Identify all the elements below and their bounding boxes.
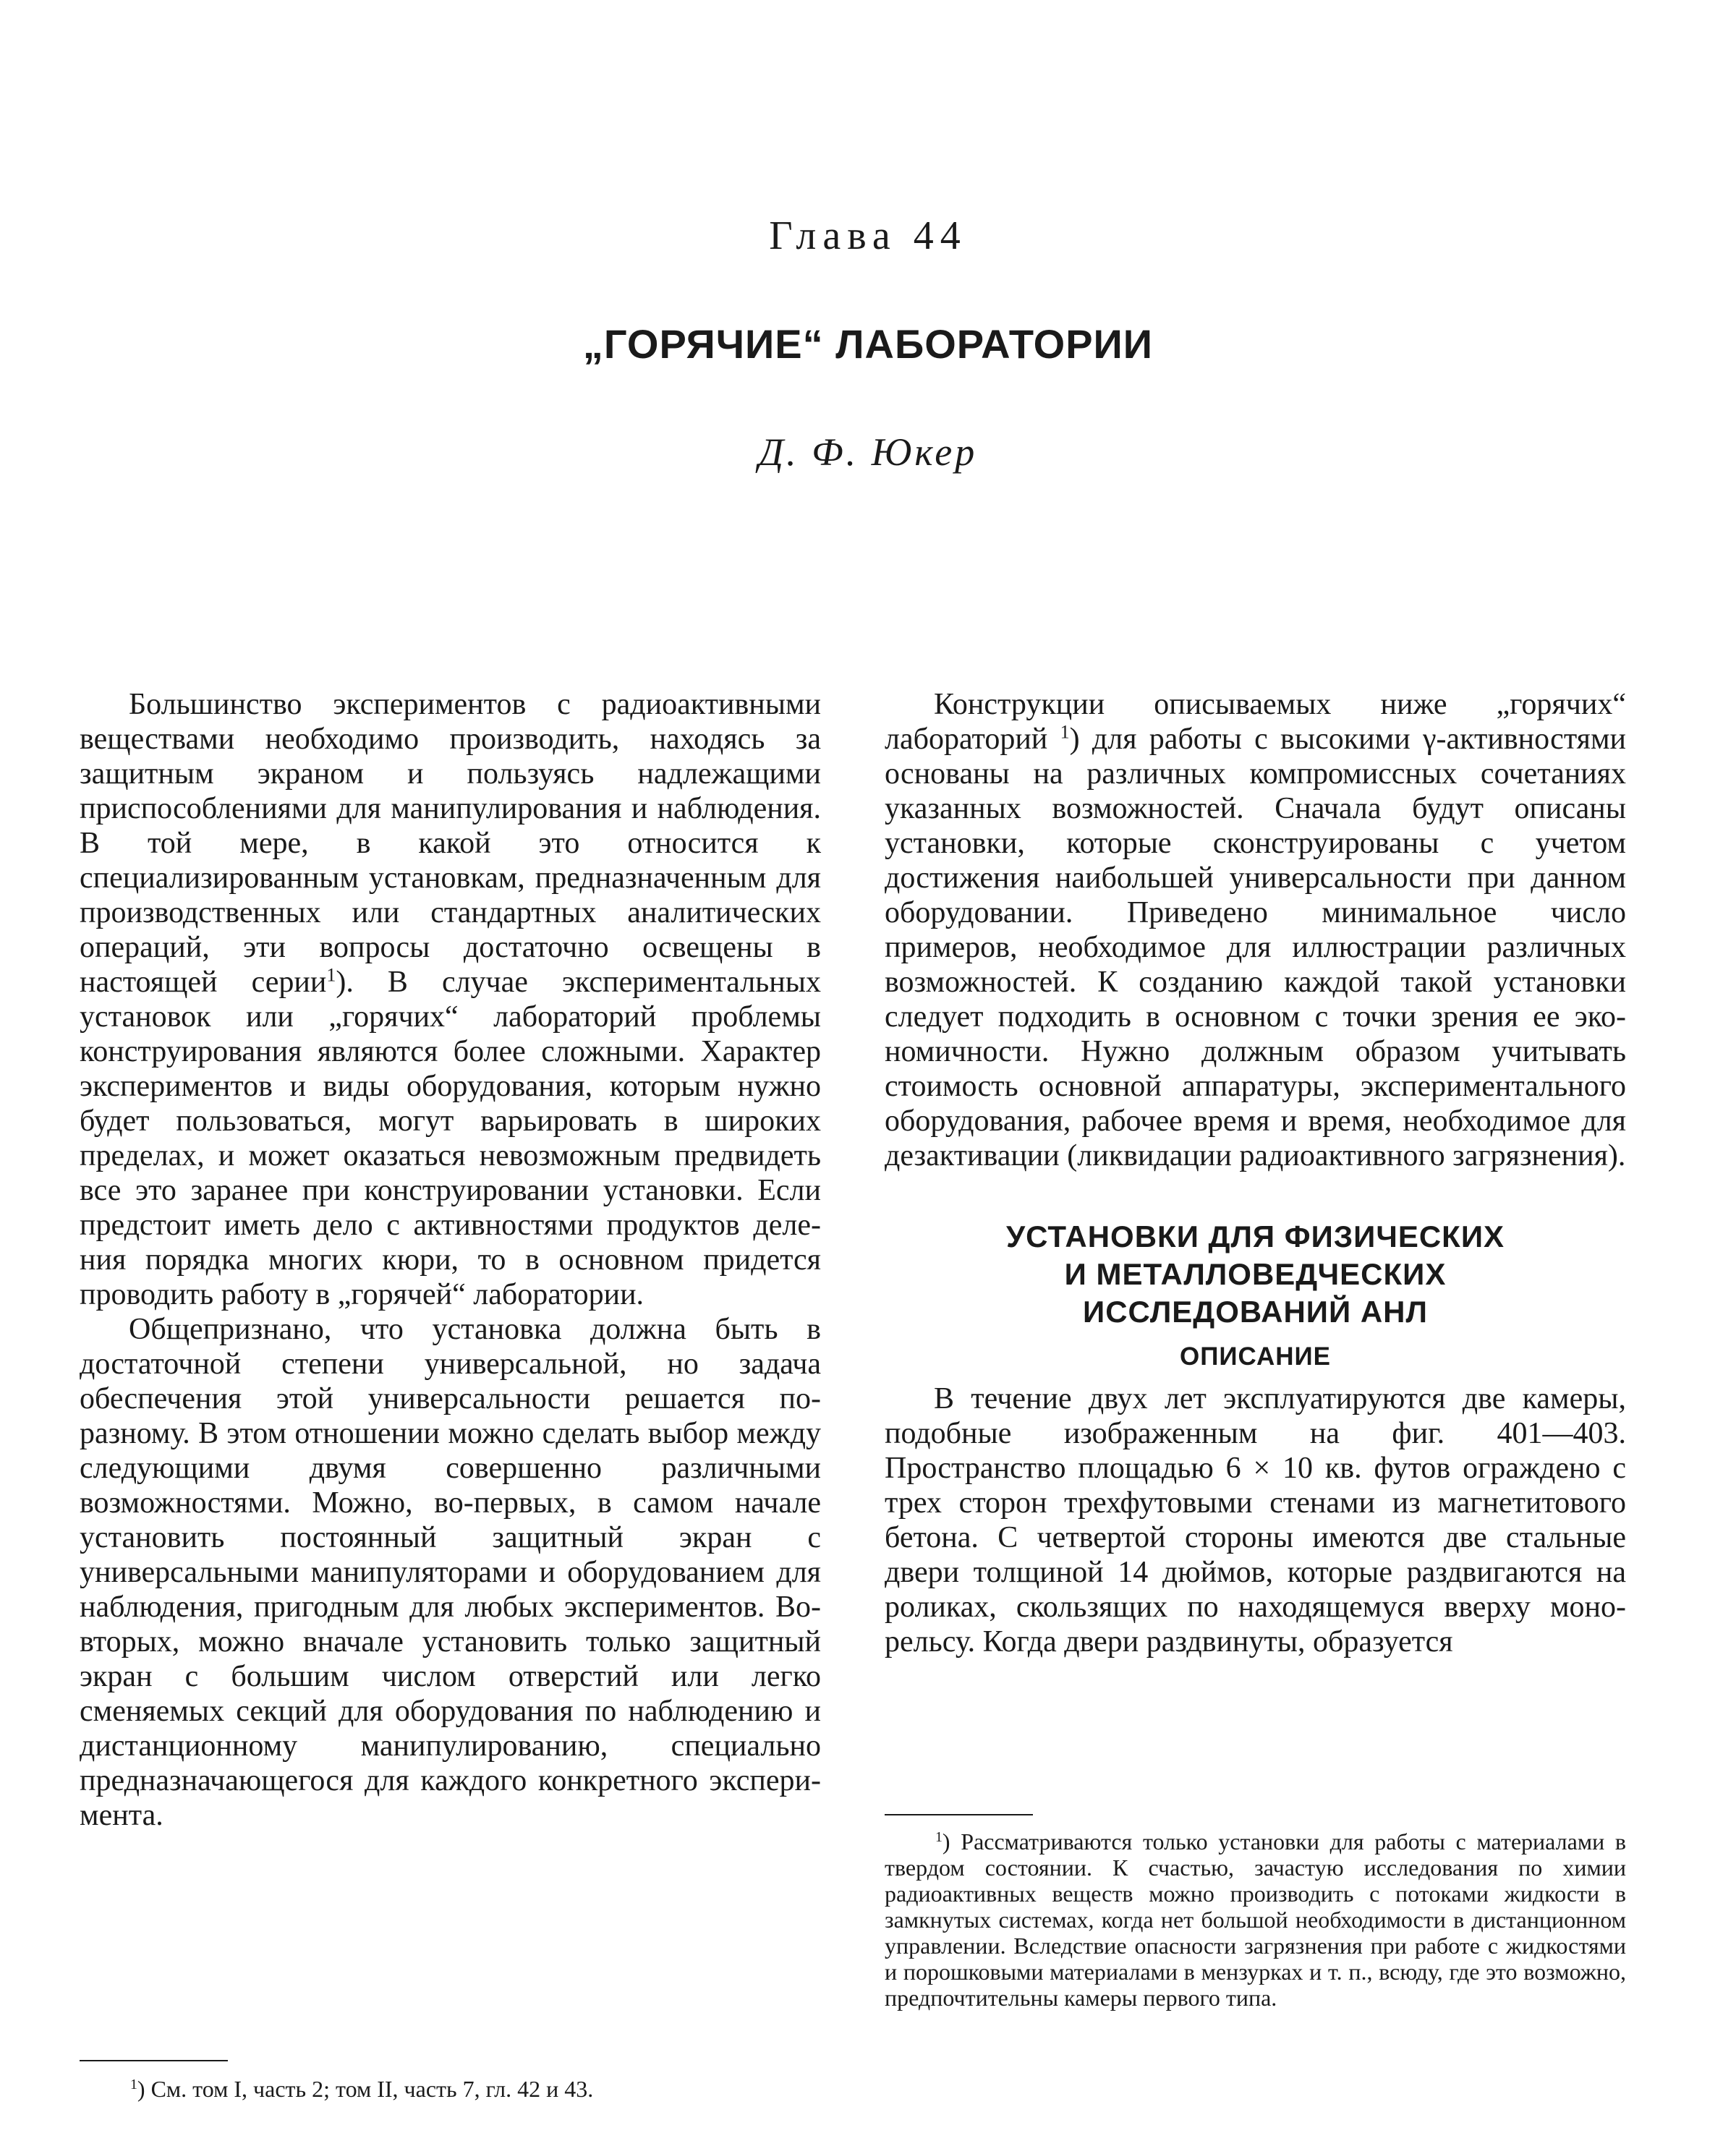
subsection-title: ОПИСАНИЕ [1180, 1342, 1331, 1371]
footnote-mark: 1 [1060, 721, 1070, 743]
footnote-text: ) Рассматриваются только установки для работы с материалами в твердом состоянии. К счастью, зачастую исследования по химии радиоактивных веществ можно производить с потоками жидкости в замкнутых системах, когда нет большой необходимости в дистанционном управлении. Вследствие опасности загрязнения при работе с жидкостями и порошковыми материалами в мензурках и т. п., всюду, где это возможно, предпочтительны камеры первого типа. [885, 1828, 1626, 2011]
paragraph-text: Конструкции описываемых ниже „горячих“ лабораторий [885, 688, 1626, 756]
paragraph-text: ). В случае экспериментальных установок или „горячих“ лабораторий проблемы конструирования являются более сложными. Характер экспериментов и виды оборудования, которым нужно будет пользоваться, могут варьировать в широких пределах, и может оказаться невозможным предвидеть все это заранее при конструировании установки. Если предстоит иметь дело с активностями продуктов деления порядка многих кюри, то в основном придется проводить работу в „горячей“ лаборатории. [80, 966, 821, 1311]
chapter-label: Глава 44 [769, 213, 967, 258]
footnote-mark: 1 [130, 2077, 137, 2093]
paragraph-text: Большинство экспериментов с радиоактивными веществами необходимо производить, находясь за защитным экраном и пользуясь надлежащими приспособлениями для манипулирования и наблюдения. В той мере, в какой это относится к специализированным установкам, предназначенным для производственных или стандартных аналитических операций, эти вопросы достаточно освещены в настоящей серии [80, 688, 821, 999]
section-title [885, 1218, 1626, 1331]
body-paragraph: Общепризнано, что установка должна быть в достаточной степени универсальной, но задача обеспечения этой универсальности решается по-разному. В этом отношении можно сделать выбор между следующими двумя совершенно различными возможностями. Можно, во-первых, в самом начале установить постоянный защитный экран с универсальными манипуляторами и оборудованием для наблюдения, пригодным для любых экспериментов. Во-вторых, можно вначале установить только защитный экран с большим числом отверстий или легко сменяемых секций для оборудования по наблюдению и дистанционному манипулированию, специально предназначающегося для каждого конкретного эксперимента. [80, 1313, 821, 1832]
section-title-line: ИССЛЕДОВАНИЙ АНЛ [1083, 1295, 1428, 1329]
chapter-author: Д. Ф. Юкер [758, 430, 978, 474]
body-paragraph: В течение двух лет эксплуатируются две камеры, подобные изображенным на фиг. 401—403. Пространство площадью 6 × 10 кв. футов ограждено с трех сторон трехфутовыми стенами из магнетитового бетона. С четвертой стороны имеются две стальные двери толщиной 14 дюймов, которые раздвигаются на роликах, скользящих по находящемуся вверху монорельсу. Когда двери раздвинуты, образуется [885, 1382, 1626, 1659]
footnote-rule [885, 1814, 1033, 1815]
footnote [885, 1828, 1626, 2011]
chapter-title: „ГОРЯЧИЕ“ ЛАБОРАТОРИИ [582, 321, 1154, 367]
footnote-text: ) См. том I, часть 2; том II, часть 7, гл. 42 и 43. [137, 2076, 594, 2102]
left-column [80, 687, 821, 1833]
section-title-line: УСТАНОВКИ ДЛЯ ФИЗИЧЕСКИХ [1005, 1219, 1505, 1253]
footnote-mark: 1 [935, 1829, 943, 1846]
body-paragraph [885, 687, 1626, 1173]
right-column [885, 687, 1626, 1659]
footnote-mark: 1 [326, 964, 336, 986]
paragraph-text: ) для работы с высокими γ-активностями основаны на различных компромиссных сочетаниях указанных возможностей. Сначала будут описаны установки, которые сконструированы с учетом достижения наибольшей универсальности при данном оборудовании. Приведено минимальное число примеров, необходимое для иллюстрации различных возможностей. К созданию каждой такой установки следует подходить в основном с точки зрения ее экономичности. Нужно должным образом учитывать стоимость основной аппаратуры, экспериментального оборудования, рабочее время и время, необходимое для дезактивации (ликвидации радиоактивного загрязнения). [885, 723, 1626, 1172]
footnote [80, 2076, 821, 2102]
section-title-line: И МЕТАЛЛОВЕДЧЕСКИХ [1064, 1257, 1447, 1291]
footnote-rule [80, 2060, 228, 2061]
body-paragraph [80, 687, 821, 1312]
